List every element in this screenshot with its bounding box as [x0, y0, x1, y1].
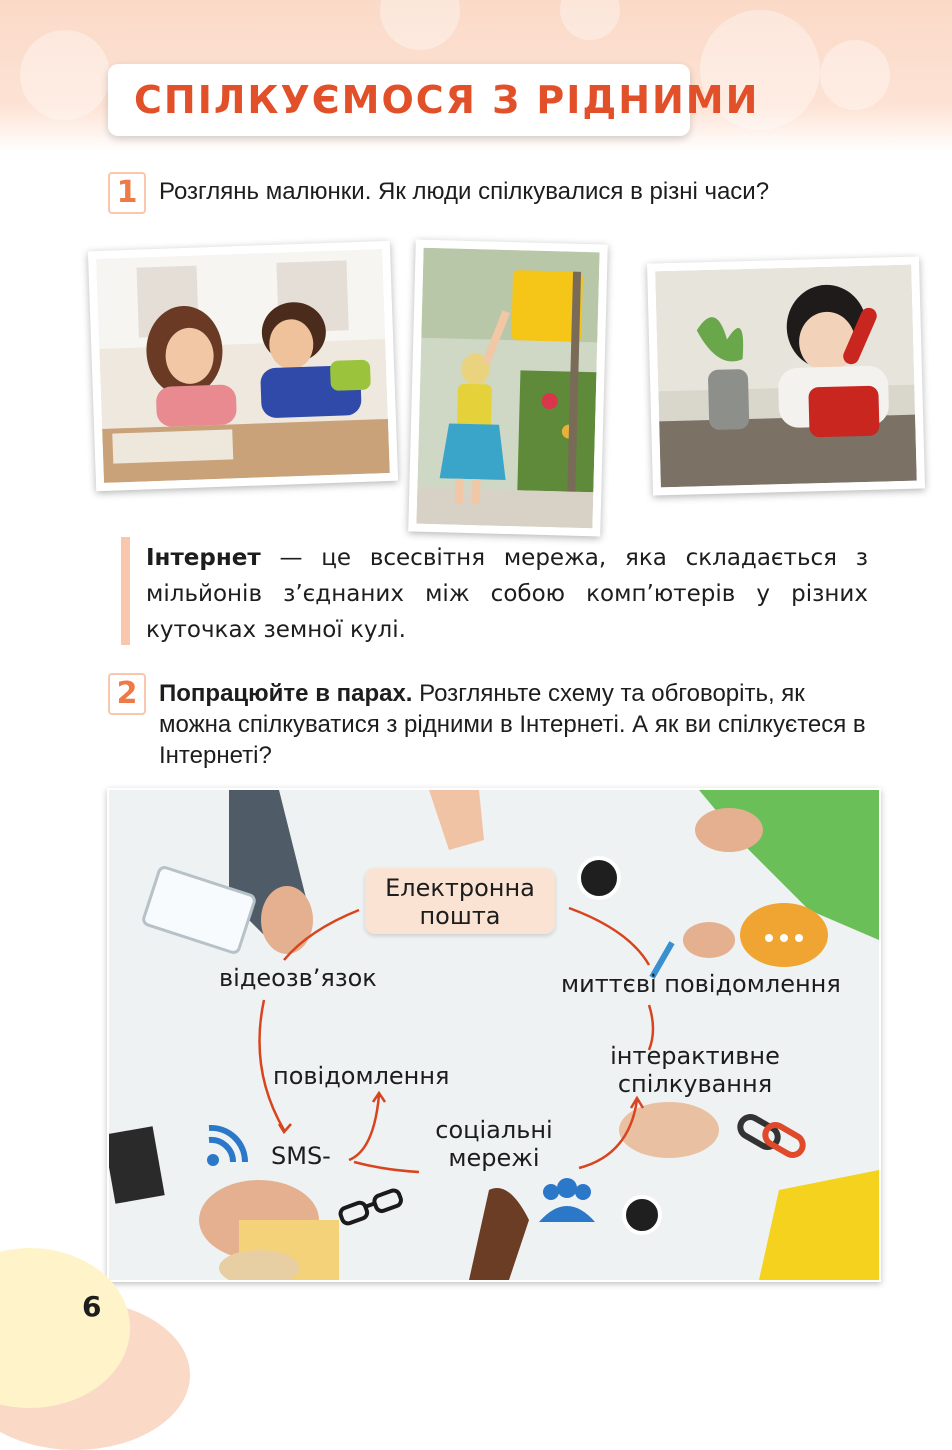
social-networks-label	[419, 1116, 569, 1172]
task2-body: Розгляньте схему та обговоріть, як можна спілкуватися з рідними в Інтернеті. А як ви спілкуєтеся в Інтернеті?	[159, 680, 866, 769]
task1-text: Розглянь малюнки. Як люди спілкувалися в різні часи?	[159, 178, 770, 205]
page-number: 6	[82, 1290, 102, 1323]
sms-label: SMS-	[271, 1142, 331, 1170]
messages-label: повідомлення	[273, 1062, 450, 1090]
scheme-background	[109, 790, 879, 1280]
interactive-label	[595, 1042, 795, 1098]
page-title: СПІЛКУЄМОСЯ З РІДНИМИ	[134, 78, 760, 122]
email-label-line1: Електронна	[385, 874, 535, 902]
interactive-label-line1: інтерактивне	[610, 1042, 780, 1070]
photo-children-talking	[88, 241, 398, 491]
interactive-label-line2: спілкування	[617, 1070, 773, 1098]
task2-bold: Попрацюйте в парах.	[159, 680, 413, 707]
definition-body: — це всесвітня мережа, яка складається з мільйонів з’єднаних між собою комп’ютерів у різних куточках земної кулі.	[146, 545, 868, 643]
photo-girl-telephone	[647, 256, 925, 495]
definition-term: Інтернет	[146, 545, 261, 571]
email-label	[375, 874, 545, 930]
social-label-line1: соціальні	[435, 1116, 553, 1144]
communication-scheme	[107, 788, 881, 1282]
task-number-badge: 1	[108, 172, 146, 214]
video-label: відеозв’язок	[219, 964, 377, 992]
email-label-line2: пошта	[419, 902, 501, 930]
task-number-badge: 2	[108, 673, 146, 715]
photo-girl-mailbox	[408, 240, 608, 537]
social-label-line2: мережі	[448, 1144, 540, 1172]
definition-bar	[121, 537, 130, 645]
task2-text	[159, 678, 879, 771]
definition-text	[146, 540, 868, 648]
instant-messages-label: миттєві повідомлення	[561, 970, 841, 998]
